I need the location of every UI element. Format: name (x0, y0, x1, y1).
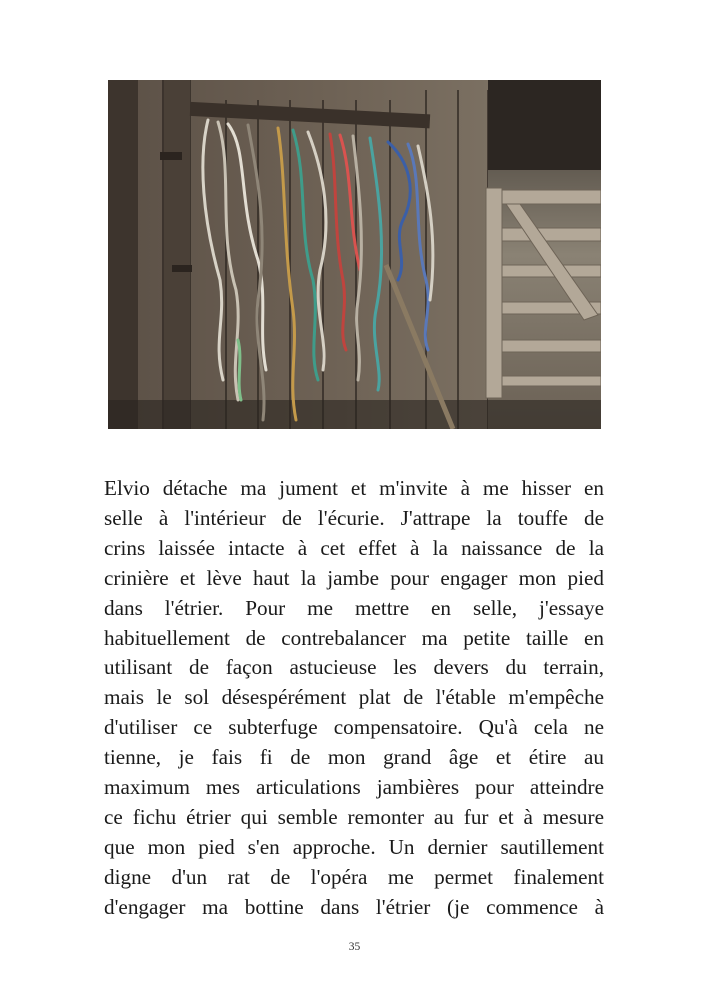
body-paragraph (104, 474, 604, 923)
text-line: tienne, je fais fi de mon grand âge et étire au (104, 745, 604, 770)
stable-photo (108, 80, 601, 429)
text-line: Elvio détache ma jument et m'invite à me hisser en (104, 476, 604, 500)
text-line: utilisant de façon astucieuse les devers du terrain, (104, 655, 604, 680)
page-number: 35 (348, 941, 361, 953)
text-line: que mon pied s'en approche. Un dernier sautillement (104, 834, 604, 859)
text-line: crins laissée intacte à cet effet à la naissance de la (104, 535, 604, 560)
text-line: d'utiliser ce subterfuge compensatoire. Qu'à cela ne (104, 715, 604, 740)
stable-photo-illustration (108, 80, 601, 429)
text-line: ce fichu étrier qui semble remonter au fur et à mesure (104, 804, 604, 829)
text-line: selle à l'intérieur de l'écurie. J'attrape la touffe de (104, 505, 604, 530)
text-line: digne d'un rat de l'opéra me permet finalement (104, 864, 604, 889)
text-line: maximum mes articulations jambières pour atteindre (104, 775, 604, 800)
text-line: habituellement de contrebalancer ma petite taille en (104, 625, 604, 650)
text-line: dans l'étrier. Pour me mettre en selle, j'essaye (104, 595, 604, 620)
text-line: mais le sol désespérément plat de l'étable m'empêche (104, 685, 604, 710)
text-line: crinière et lève haut la jambe pour engager mon pied (104, 565, 604, 590)
text-line: d'engager ma bottine dans l'étrier (je commence à (104, 894, 604, 919)
